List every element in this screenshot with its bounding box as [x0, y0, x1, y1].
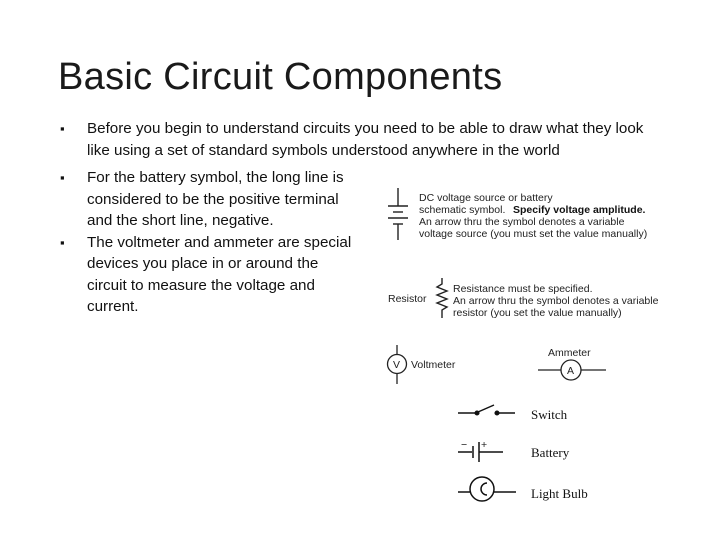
resistor-desc-line3: resistor (you set the value manually): [453, 307, 622, 319]
dc-source-desc-line3: An arrow thru the symbol denotes a variable: [419, 216, 625, 228]
resistor-symbol: [437, 278, 447, 318]
light-bulb-label: Light Bulb: [531, 486, 588, 501]
dc-source-symbol: [388, 188, 408, 240]
dc-source-desc-line2a: schematic symbol.: [419, 204, 506, 216]
ammeter-glyph: A: [567, 365, 575, 377]
voltmeter-glyph: V: [393, 359, 401, 371]
bullet-item: ▪ For the battery symbol, the long line is considered to be the positive terminal and the short line, negative.: [60, 167, 359, 232]
bullet-item: ▪ The voltmeter and ammeter are special devices you place in or around the circuit to measure the voltage and current.: [60, 232, 359, 318]
resistor-desc-line1: Resistance must be specified.: [453, 283, 593, 295]
resistor-desc-line2: An arrow thru the symbol denotes a variable: [453, 295, 659, 307]
ammeter-label: Ammeter: [548, 347, 591, 359]
switch-symbol: [458, 405, 515, 415]
switch-label: Switch: [531, 407, 568, 422]
resistor-label: Resistor: [388, 293, 427, 305]
dc-source-desc-line2b: Specify voltage amplitude.: [513, 204, 646, 216]
bullet-item: ▪ Before you begin to understand circuits you need to be able to draw what they look like using a set of standard symbols understood anywhere in the world: [60, 118, 657, 161]
dc-source-desc-line1: DC voltage source or battery: [419, 192, 553, 204]
voltmeter-label: Voltmeter: [411, 359, 456, 371]
battery-plus-sign: +: [481, 439, 488, 451]
battery-minus-sign: −: [461, 439, 468, 451]
battery-label: Battery: [531, 445, 570, 460]
slide-title: Basic Circuit Components: [58, 56, 503, 98]
dc-source-desc-line4: voltage source (you must set the value manually): [419, 228, 648, 240]
light-bulb-symbol: [458, 477, 516, 501]
